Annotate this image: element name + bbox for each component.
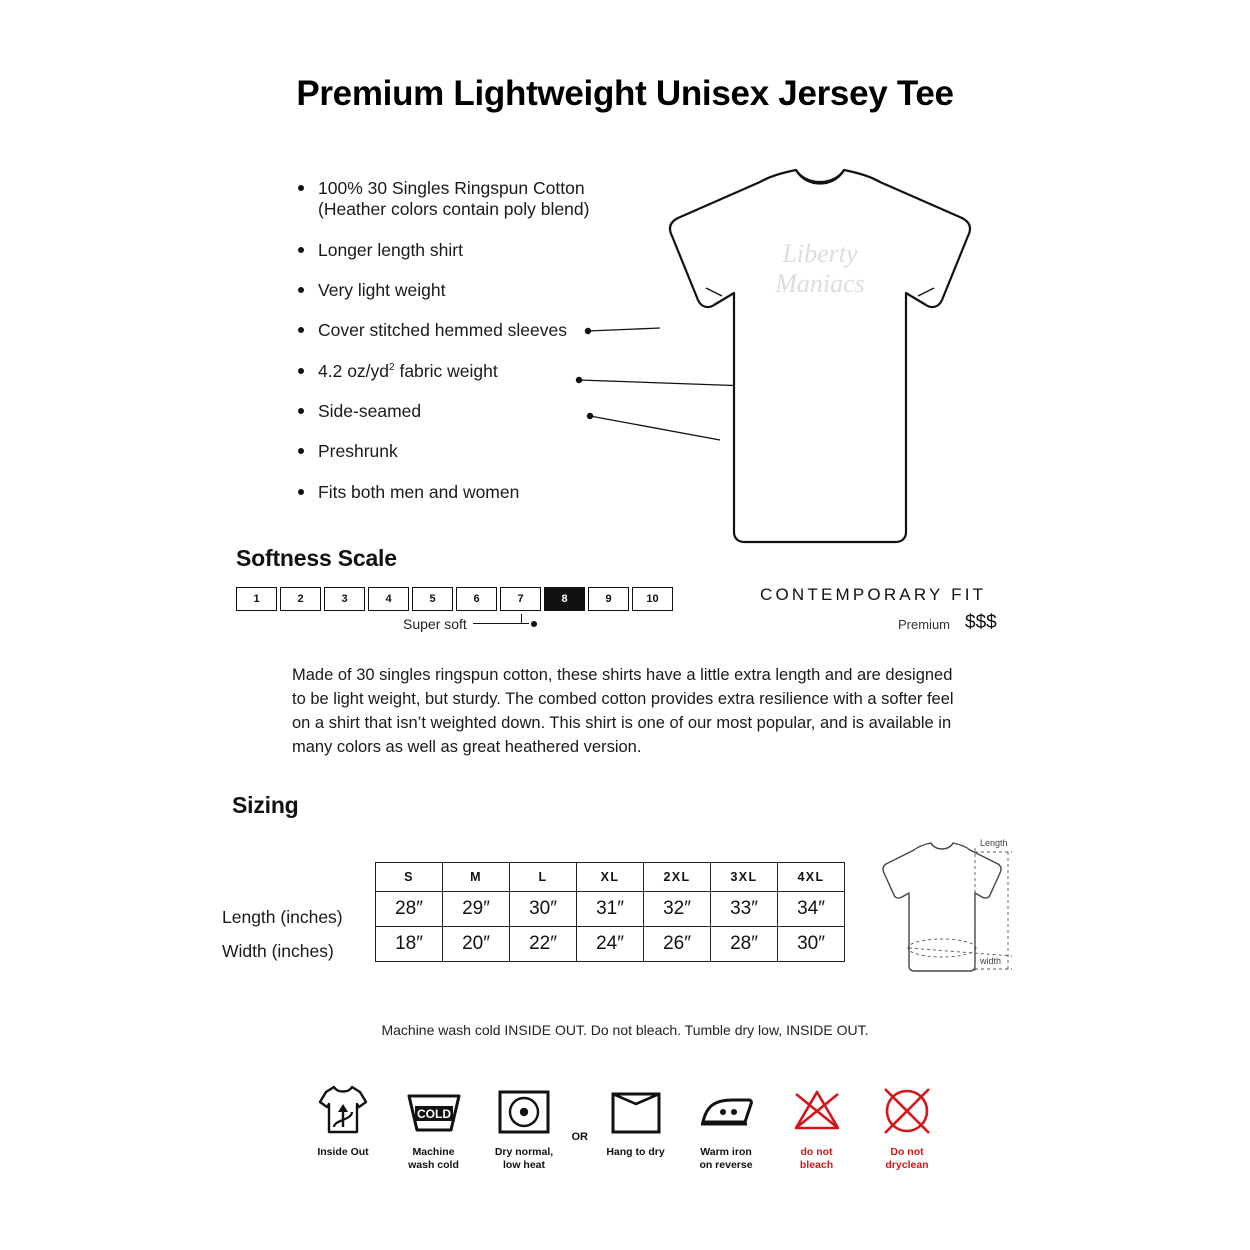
row-label-width: Width (inches) [222,941,334,961]
bullet-icon [298,408,304,414]
width-3xl: 28″ [711,927,778,962]
sizing-heading: Sizing [232,792,299,818]
bullet-icon [298,287,304,293]
care-do-not-dryclean [864,1080,950,1171]
size-col-s: S [376,863,443,892]
price-indicator: $$$ [965,612,997,633]
care-inside-out [300,1080,386,1159]
bullet-icon [298,247,304,253]
inside-out-shirt-icon [300,1080,386,1142]
care-instructions-text: Machine wash cold INSIDE OUT. Do not bleach. Tumble dry low, INSIDE OUT. [381,1022,869,1038]
size-col-m: M [443,863,510,892]
width-l: 22″ [510,927,577,962]
table-row [376,927,845,962]
cold-wash-tub-icon [391,1080,477,1142]
scale-cell-1[interactable]: 1 [236,587,277,611]
care-icon-row [300,1080,950,1171]
size-col-l: L [510,863,577,892]
care-caption: Warm iron on reverse [699,1146,753,1171]
length-2xl: 32″ [644,892,711,927]
width-label: width [980,956,1002,966]
scale-cell-4[interactable]: 4 [368,587,409,611]
list-item-label: 4.2 $oz/yd^2$ fabric weight [318,360,498,381]
length-s: 28″ [376,892,443,927]
care-caption: Machine wash cold [408,1146,459,1171]
table-row [376,892,845,927]
care-caption: Inside Out [317,1146,369,1158]
care-caption: do not bleach [799,1146,834,1171]
list-item-label: Very light weight [318,280,446,301]
do-not-bleach-icon [774,1080,860,1142]
scale-cell-9[interactable]: 9 [588,587,629,611]
list-item-label: Side-seamed [318,401,422,422]
care-caption: Dry normal, low heat [494,1146,554,1171]
fit-label: CONTEMPORARY FIT [760,585,987,604]
tumble-dry-low-icon [481,1080,567,1142]
softness-scale-heading: Softness Scale [236,545,397,571]
svg-text:COLD: COLD [416,1107,451,1121]
size-col-3xl: 3XL [711,863,778,892]
softness-note-label: Super soft [403,616,467,632]
care-machine-wash-cold [391,1080,477,1171]
width-4xl: 30″ [778,927,845,962]
bullet-icon [298,489,304,495]
product-description: Made of 30 singles ringspun cotton, these shirts have a little extra length and are designed to be light weight, but sturdy. The combed cotton provides extra resilience with a softer feel on a shirt that isn’t weighted down. This shirt is one of our most popular, and is available in many colors as well as great heathered version. [292,666,954,756]
softness-scale-note [403,616,529,632]
care-tumble-dry-low [481,1080,567,1171]
do-not-dryclean-icon [864,1080,950,1142]
bullet-icon [298,327,304,333]
bullet-icon [298,185,304,191]
list-item-label: Fits both men and women [318,481,520,502]
length-xl: 31″ [577,892,644,927]
scale-pointer-icon [473,618,529,630]
page-title: Premium Lightweight Unisex Jersey Tee [296,74,954,113]
sizing-table [375,862,845,962]
bullet-icon [298,368,304,374]
scale-cell-3[interactable]: 3 [324,587,365,611]
shirt-logo-line1: Liberty [782,239,858,268]
length-3xl: 33″ [711,892,778,927]
list-item-label: Preshrunk [318,441,398,462]
list-item [296,280,626,301]
list-item [296,240,626,261]
size-col-xl: XL [577,863,644,892]
table-header-row [376,863,845,892]
care-caption: Do not dryclean [885,1146,929,1171]
scale-cell-2[interactable]: 2 [280,587,321,611]
width-m: 20″ [443,927,510,962]
width-s: 18″ [376,927,443,962]
price-tier-label: Premium [898,617,951,632]
warm-iron-icon [683,1080,769,1142]
width-xl: 24″ [577,927,644,962]
softness-scale [236,587,676,611]
care-do-not-bleach [774,1080,860,1171]
care-warm-iron [683,1080,769,1171]
length-4xl: 34″ [778,892,845,927]
size-col-2xl: 2XL [644,863,711,892]
scale-cell-10[interactable]: 10 [632,587,673,611]
care-or-label: OR [571,1130,588,1143]
size-col-4xl: 4XL [778,863,845,892]
care-caption: Hang to dry [606,1146,665,1158]
list-item-label: Longer length shirt [318,239,463,260]
sizing-row-labels [222,900,343,968]
list-item [296,482,626,503]
length-m: 29″ [443,892,510,927]
row-label-length: Length (inches) [222,907,343,927]
length-label: Length [980,838,1008,848]
scale-cell-8-active[interactable]: 8 [544,587,585,611]
scale-cell-6[interactable]: 6 [456,587,497,611]
scale-cell-7[interactable]: 7 [500,587,541,611]
hang-to-dry-icon [593,1080,679,1142]
tshirt-illustration [610,160,1030,560]
list-item-label: Cover stitched hemmed sleeves [318,320,567,341]
list-item [296,178,626,221]
scale-cell-5[interactable]: 5 [412,587,453,611]
shirt-logo-line2: Maniacs [775,269,865,298]
measurement-diagram [862,838,1022,988]
width-2xl: 26″ [644,927,711,962]
length-l: 30″ [510,892,577,927]
list-item-label: 100% 30 Singles Ringspun Cotton [318,178,585,198]
bullet-icon [298,448,304,454]
care-hang-to-dry [593,1080,679,1159]
list-item-sublabel: (Heather colors contain poly blend) [318,199,590,220]
